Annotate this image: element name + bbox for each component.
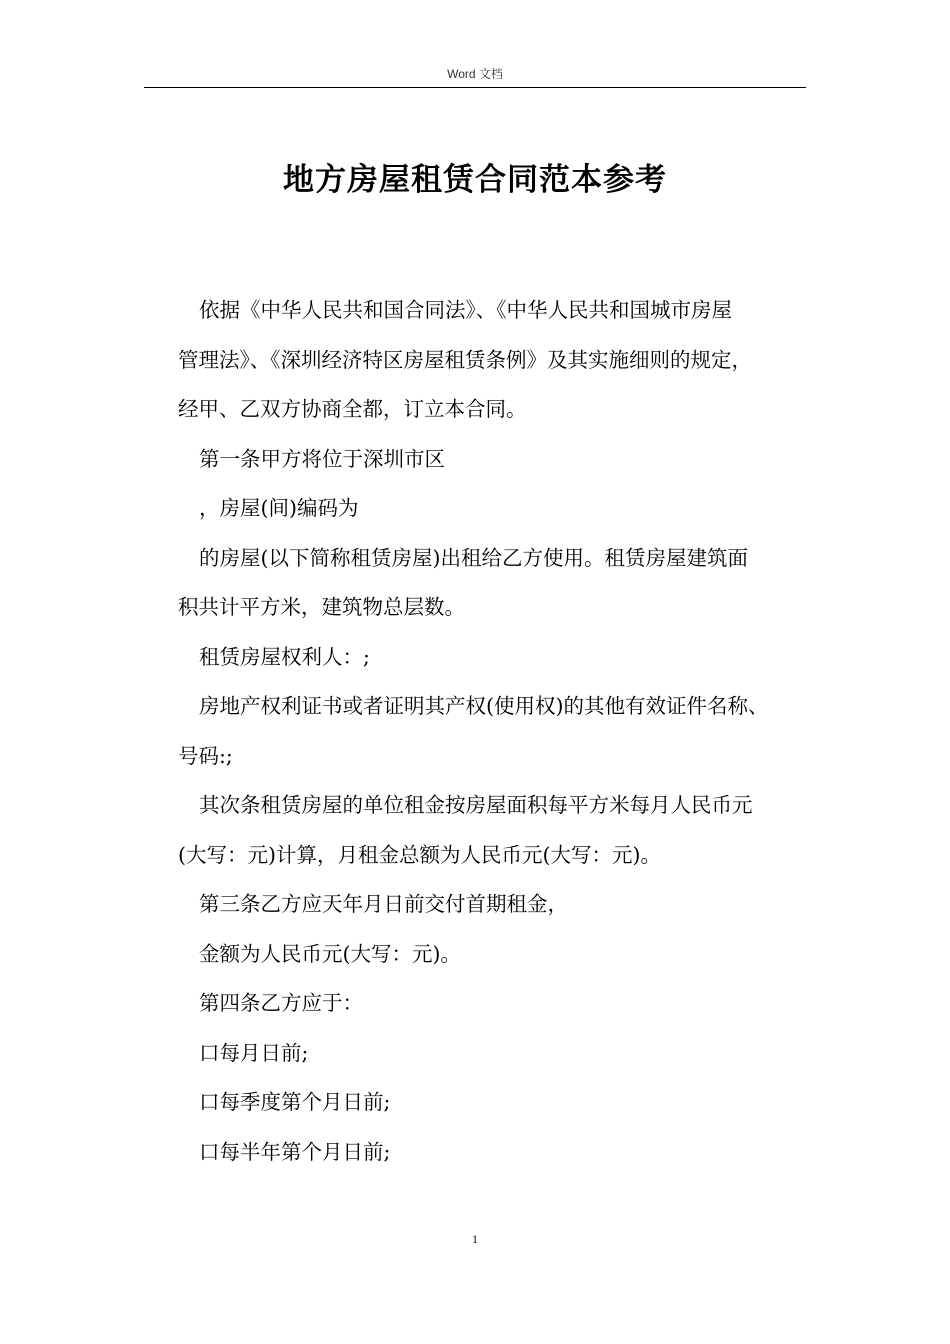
paragraph-owner (178, 633, 808, 683)
paragraph-line: 第四条乙方应于： (199, 991, 363, 1015)
paragraph-line: 房地产权利证书或者证明其产权(使用权)的其他有效证件名称、 (199, 694, 769, 718)
paragraph-line: 租赁房屋权利人：; (199, 644, 370, 669)
paragraph-line: 金额为人民币元(大写：元)。 (199, 941, 461, 966)
paragraph-article-1 (178, 435, 808, 485)
document-body (178, 286, 808, 1177)
paragraph-article-4 (178, 979, 808, 1029)
paragraph-line: 第三条乙方应天年月日前交付首期租金， (199, 892, 568, 916)
paragraph-line: ，房屋(间)编码为 (199, 496, 359, 520)
paragraph-line: (大写：元)计算，月租金总额为人民币元(大写：元)。 (178, 842, 661, 867)
paragraph-line: 号码:; (178, 743, 233, 768)
paragraph-line: 口每半年第个月日前; (199, 1139, 391, 1164)
document-title: 地方房屋租赁合同范本参考 (283, 162, 667, 198)
paragraph-option-quarterly (178, 1078, 808, 1128)
paragraph-line: 第一条甲方将位于深圳市区 (199, 446, 445, 471)
paragraph-article-2 (178, 781, 808, 880)
paragraph-amount (178, 930, 808, 980)
paragraph-line: 经甲、乙双方协商全都，订立本合同。 (178, 397, 527, 421)
paragraph-option-monthly (178, 1029, 808, 1079)
paragraph-article-3 (178, 880, 808, 930)
paragraph-house-area (178, 534, 808, 633)
paragraph-line: 积共计平方米，建筑物总层数。 (178, 595, 465, 619)
paragraph-house-code (178, 484, 808, 534)
paragraph-certificate (178, 682, 808, 781)
paragraph-preamble (178, 286, 808, 435)
page-number: 1 (472, 1232, 478, 1246)
paragraph-line: 依据《中华人民共和国合同法》、《中华人民共和国城市房屋 (199, 298, 732, 322)
paragraph-line: 的房屋(以下简称租赁房屋)出租给乙方使用。租赁房屋建筑面 (199, 545, 748, 570)
page-header: Word 文档 (447, 67, 503, 81)
paragraph-line: 其次条租赁房屋的单位租金按房屋面积每平方米每月人民币元 (199, 793, 753, 817)
paragraph-line: 管理法》、《深圳经济特区房屋租赁条例》及其实施细则的规定， (178, 347, 752, 372)
paragraph-line: 口每季度第个月日前; (199, 1090, 391, 1114)
paragraph-line: 口每月日前; (199, 1040, 309, 1065)
header-divider (144, 87, 806, 88)
paragraph-option-half-year (178, 1128, 808, 1178)
